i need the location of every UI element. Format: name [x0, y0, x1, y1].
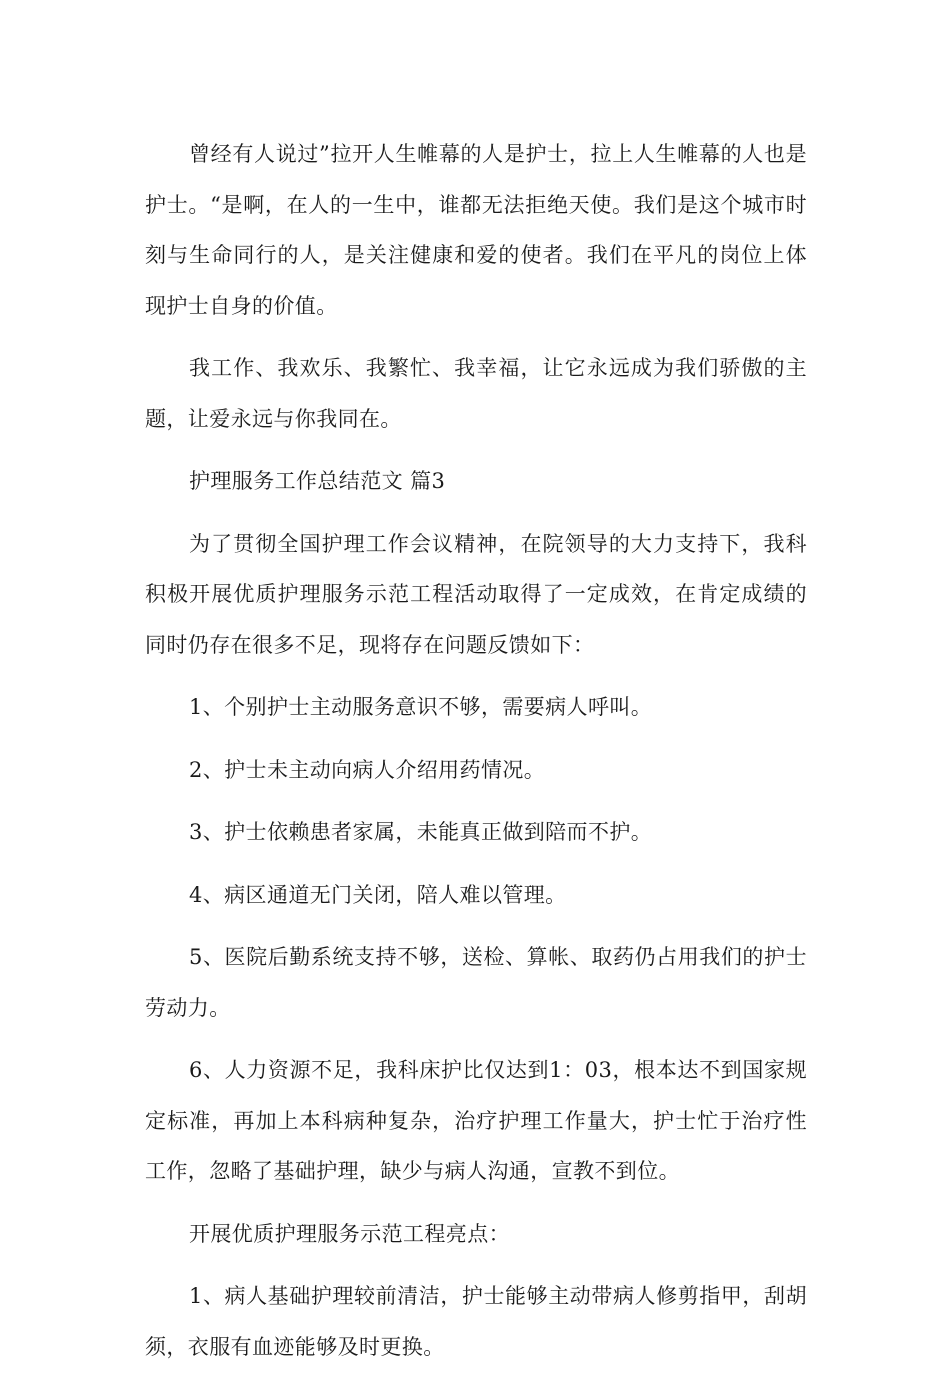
problem-item-1: 1、个别护士主动服务意识不够，需要病人呼叫。 — [189, 695, 653, 719]
highlight-item-1: 1、病人基础护理较前清洁，护士能够主动带病人修剪指甲，刮胡须，衣服有血迹能够及时更换。 — [145, 1284, 807, 1359]
problem-item-5: 5、医院后勤系统支持不够，送检、算帐、取药仍占用我们的护士劳动力。 — [145, 945, 807, 1020]
problem-item-6: 6、人力资源不足，我科床护比仅达到1：03，根本达不到国家规定标准，再加上本科病种复杂，治疗护理工作量大，护士忙于治疗性工作，忽略了基础护理，缺少与病人沟通，宣教不到位。 — [145, 1058, 807, 1183]
problem-item-2: 2、护士未主动向病人介绍用药情况。 — [189, 757, 546, 782]
highlights-heading: 开展优质护理服务示范工程亮点： — [189, 1221, 510, 1246]
section-heading: 护理服务工作总结范文 篇3 — [189, 469, 446, 493]
problem-item-4: 4、病区通道无门关闭，陪人难以管理。 — [189, 882, 567, 907]
paragraph-intro: 为了贯彻全国护理工作会议精神，在院领导的大力支持下，我科积极开展优质护理服务示范工程活动取得了一定成效，在肯定成绩的同时仍存在很多不足，现将存在问题反馈如下： — [145, 531, 807, 657]
document-body — [145, 129, 807, 1384]
paragraph-work-joy: 我工作、我欢乐、我繁忙、我幸福，让它永远成为我们骄傲的主题，让爱永远与你我同在。 — [145, 356, 807, 431]
problem-item-3: 3、护士依赖患者家属，未能真正做到陪而不护。 — [189, 820, 653, 844]
paragraph-nurse-quote: 曾经有人说过”拉开人生帷幕的人是护士，拉上人生帷幕的人也是护士。“是啊，在人的一生中，谁都无法拒绝天使。我们是这个城市时刻与生命同行的人，是关注健康和爱的使者。我们在平凡的岗位上体现护士自身的价值。 — [145, 142, 807, 318]
